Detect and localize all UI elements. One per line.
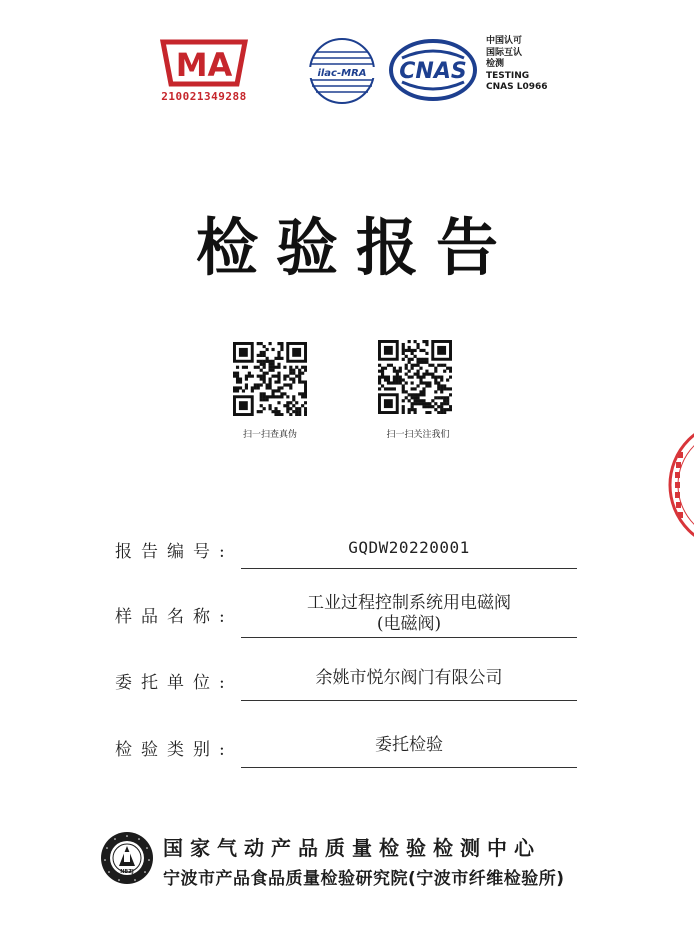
cnas-accreditation-text [486, 36, 548, 94]
inspection-type-value: 委托检验 [375, 735, 443, 755]
client-label: 委托单位: [115, 673, 234, 693]
cnas-line: CNAS L0966 [486, 82, 548, 92]
cnas-logo [388, 38, 478, 102]
report-title: 检验报告 [195, 211, 516, 284]
client-value: 余姚市悦尔阀门有限公司 [315, 668, 503, 688]
sample-name-value: 工业过程控制系统用电磁阀 [307, 593, 511, 613]
report-number-label: 报告编号: [115, 542, 234, 562]
client-underline [241, 700, 577, 701]
qr-code-icon[interactable] [378, 340, 452, 414]
svg-text:ilac-MRA: ilac-MRA [317, 68, 367, 79]
inspection-type-underline [241, 767, 577, 768]
sample-name-value-alt: (电磁阀) [376, 614, 442, 634]
inspection-type-label: 检验类别: [115, 740, 234, 760]
report-number-underline [241, 568, 577, 569]
cnas-line: 国际互认 [486, 47, 523, 58]
seal-text: NBZJ [120, 869, 134, 875]
svg-text:MA: MA [175, 46, 233, 84]
cnas-line: 中国认可 [486, 36, 523, 46]
qr-caption-follow: 扫一扫关注我们 [386, 430, 450, 440]
qr-caption-verify: 扫一扫查真伪 [242, 430, 297, 440]
qr-code-icon[interactable] [233, 342, 307, 416]
sample-name-underline [241, 637, 577, 638]
sample-name-label: 样品名称: [115, 607, 234, 627]
cnas-line: TESTING [486, 70, 530, 81]
organization-seal-logo [99, 830, 155, 886]
red-stamp-edge [664, 430, 694, 540]
organization-subname: 宁波市产品食品质量检验研究院(宁波市纤维检验所) [163, 869, 565, 889]
cnas-line: 检测 [486, 59, 505, 69]
cma-number: 210021349288 [161, 90, 247, 103]
report-number-value: GQDW20220001 [348, 538, 470, 557]
organization-name: 国家气动产品质量检验检测中心 [163, 836, 541, 860]
ilac-mra-logo [304, 36, 380, 106]
svg-text:CNAS: CNAS [399, 59, 467, 84]
